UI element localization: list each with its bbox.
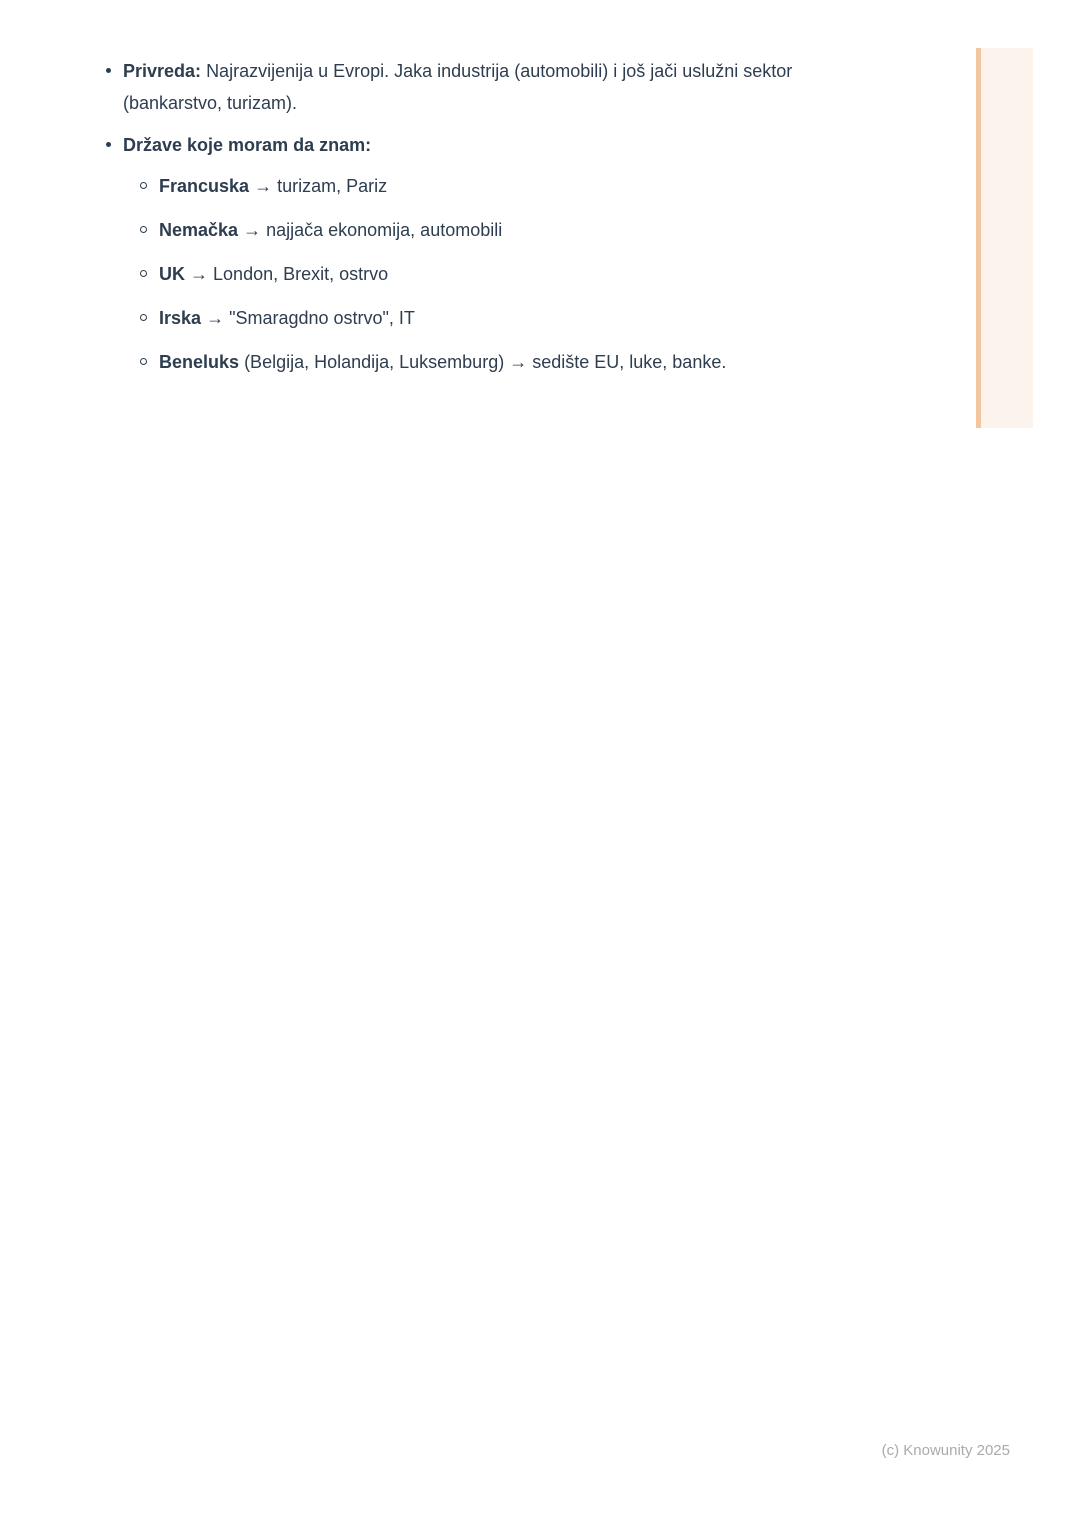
country-item-text [159,171,804,202]
highlight-strip [976,48,1033,428]
country-name: Beneluks [159,352,240,372]
country-item-text [159,259,804,290]
list-item-text [123,129,804,161]
country-name: Francuska [159,176,250,196]
country-name: Nemačka [159,220,239,240]
arrow-icon: → [509,352,528,372]
list-item-lead: Privreda: [123,61,202,81]
country-facts: sedište EU, luke, banke. [532,352,727,372]
country-mid: (Belgija, Holandija, Luksemburg) [244,352,505,372]
bullet-circle-icon [140,347,159,365]
country-item-text [159,215,804,246]
list-item-lead: Države koje moram da znam: [123,135,372,155]
bullet-circle-icon [140,259,159,277]
bullet-circle-icon [140,215,159,233]
country-name: UK [159,264,185,284]
list-item-body: Najrazvijenija u Evropi. Jaka industrija (automobili) i još jači uslužni sektor (bankarstvo, turizam). [123,61,793,113]
country-item-nemacka [140,215,804,246]
country-name: Irska [159,308,202,328]
arrow-icon: → [254,176,273,196]
country-item-text [159,303,804,334]
country-facts: "Smaragdno ostrvo", IT [229,308,415,328]
copyright-footer: (c) Knowunity 2025 [881,1442,1010,1459]
country-item-francuska [140,171,804,202]
country-facts: turizam, Pariz [277,176,388,196]
list-item-privreda [104,55,804,119]
list-item-text [123,55,804,119]
bullet-circle-icon [140,303,159,321]
country-item-text [159,347,804,378]
bullet-dot-icon [104,129,123,147]
country-item-uk [140,259,804,290]
country-item-irska [140,303,804,334]
country-facts: najjača ekonomija, automobili [266,220,503,240]
country-item-beneluks [140,347,804,378]
list-item-drzave [104,129,804,161]
bullet-dot-icon [104,55,123,73]
countries-sublist [140,171,804,378]
arrow-icon: → [206,308,225,328]
bullet-circle-icon [140,171,159,189]
country-facts: London, Brexit, ostrvo [213,264,389,284]
arrow-icon: → [190,264,209,284]
arrow-icon: → [243,220,262,240]
notes-content [104,55,804,391]
